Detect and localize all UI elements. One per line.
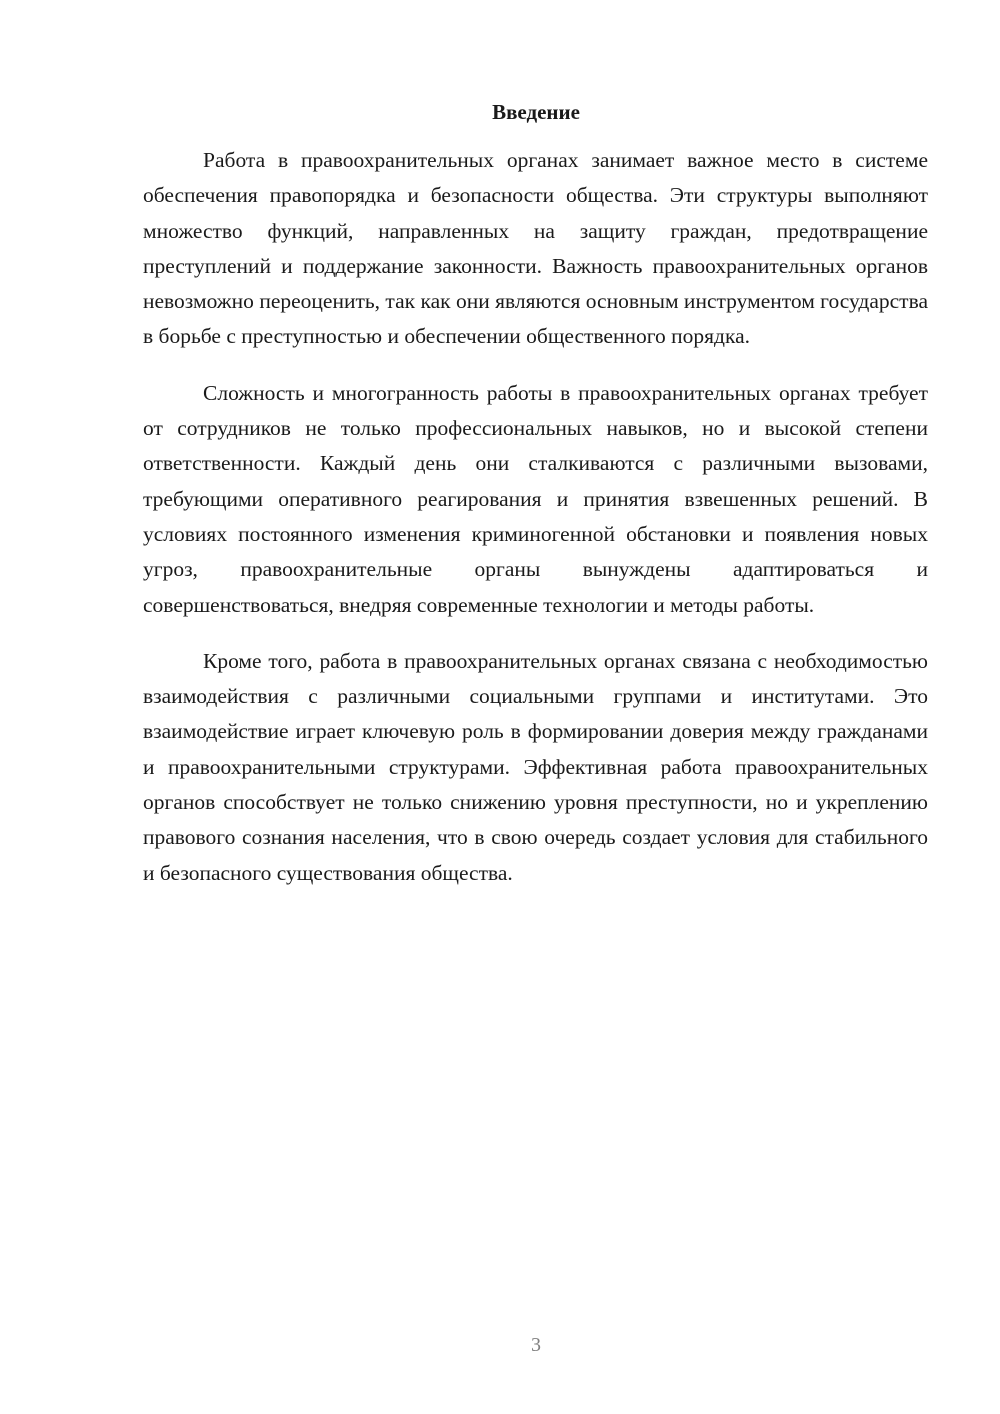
paragraph-3: Кроме того, работа в правоохранительных органах связана с необходимостью взаимодействия с различными социальными группами и институтами. Это взаимодействие играет ключевую роль в формировании доверия между гражданами и правоохранительными структурами. Эффективная работа правоохранительных органов способствует не только снижению уровня преступности, но и укреплению правового сознания населения, что в свою очередь создает условия для стабильного и безопасного существования общества. bbox=[143, 648, 928, 885]
paragraph-1: Работа в правоохранительных органах занимает важное место в системе обеспечения правопорядка и безопасности общества. Эти структуры выполняют множество функций, направленных на защиту граждан, предотвращение преступлений и поддержание законности. Важность правоохранительных органов невозможно переоценить, так как они являются основным инструментом государства в борьбе с преступностью и обеспечении общественного порядка. bbox=[143, 148, 928, 349]
paragraph-2: Сложность и многогранность работы в правоохранительных органах требует от сотрудников не только профессиональных навыков, но и высокой степени ответственности. Каждый день они сталкиваются с различными вызовами, требующими оперативного реагирования и принятия взвешенных решений. В условиях постоянного изменения криминогенной обстановки и появления новых угроз, правоохранительные органы вынуждены адаптироваться и совершенствоваться, внедряя современные технологии и методы работы. bbox=[143, 380, 928, 617]
body-text bbox=[143, 143, 928, 912]
section-heading: Введение bbox=[492, 100, 580, 124]
page-number: 3 bbox=[531, 1334, 541, 1356]
